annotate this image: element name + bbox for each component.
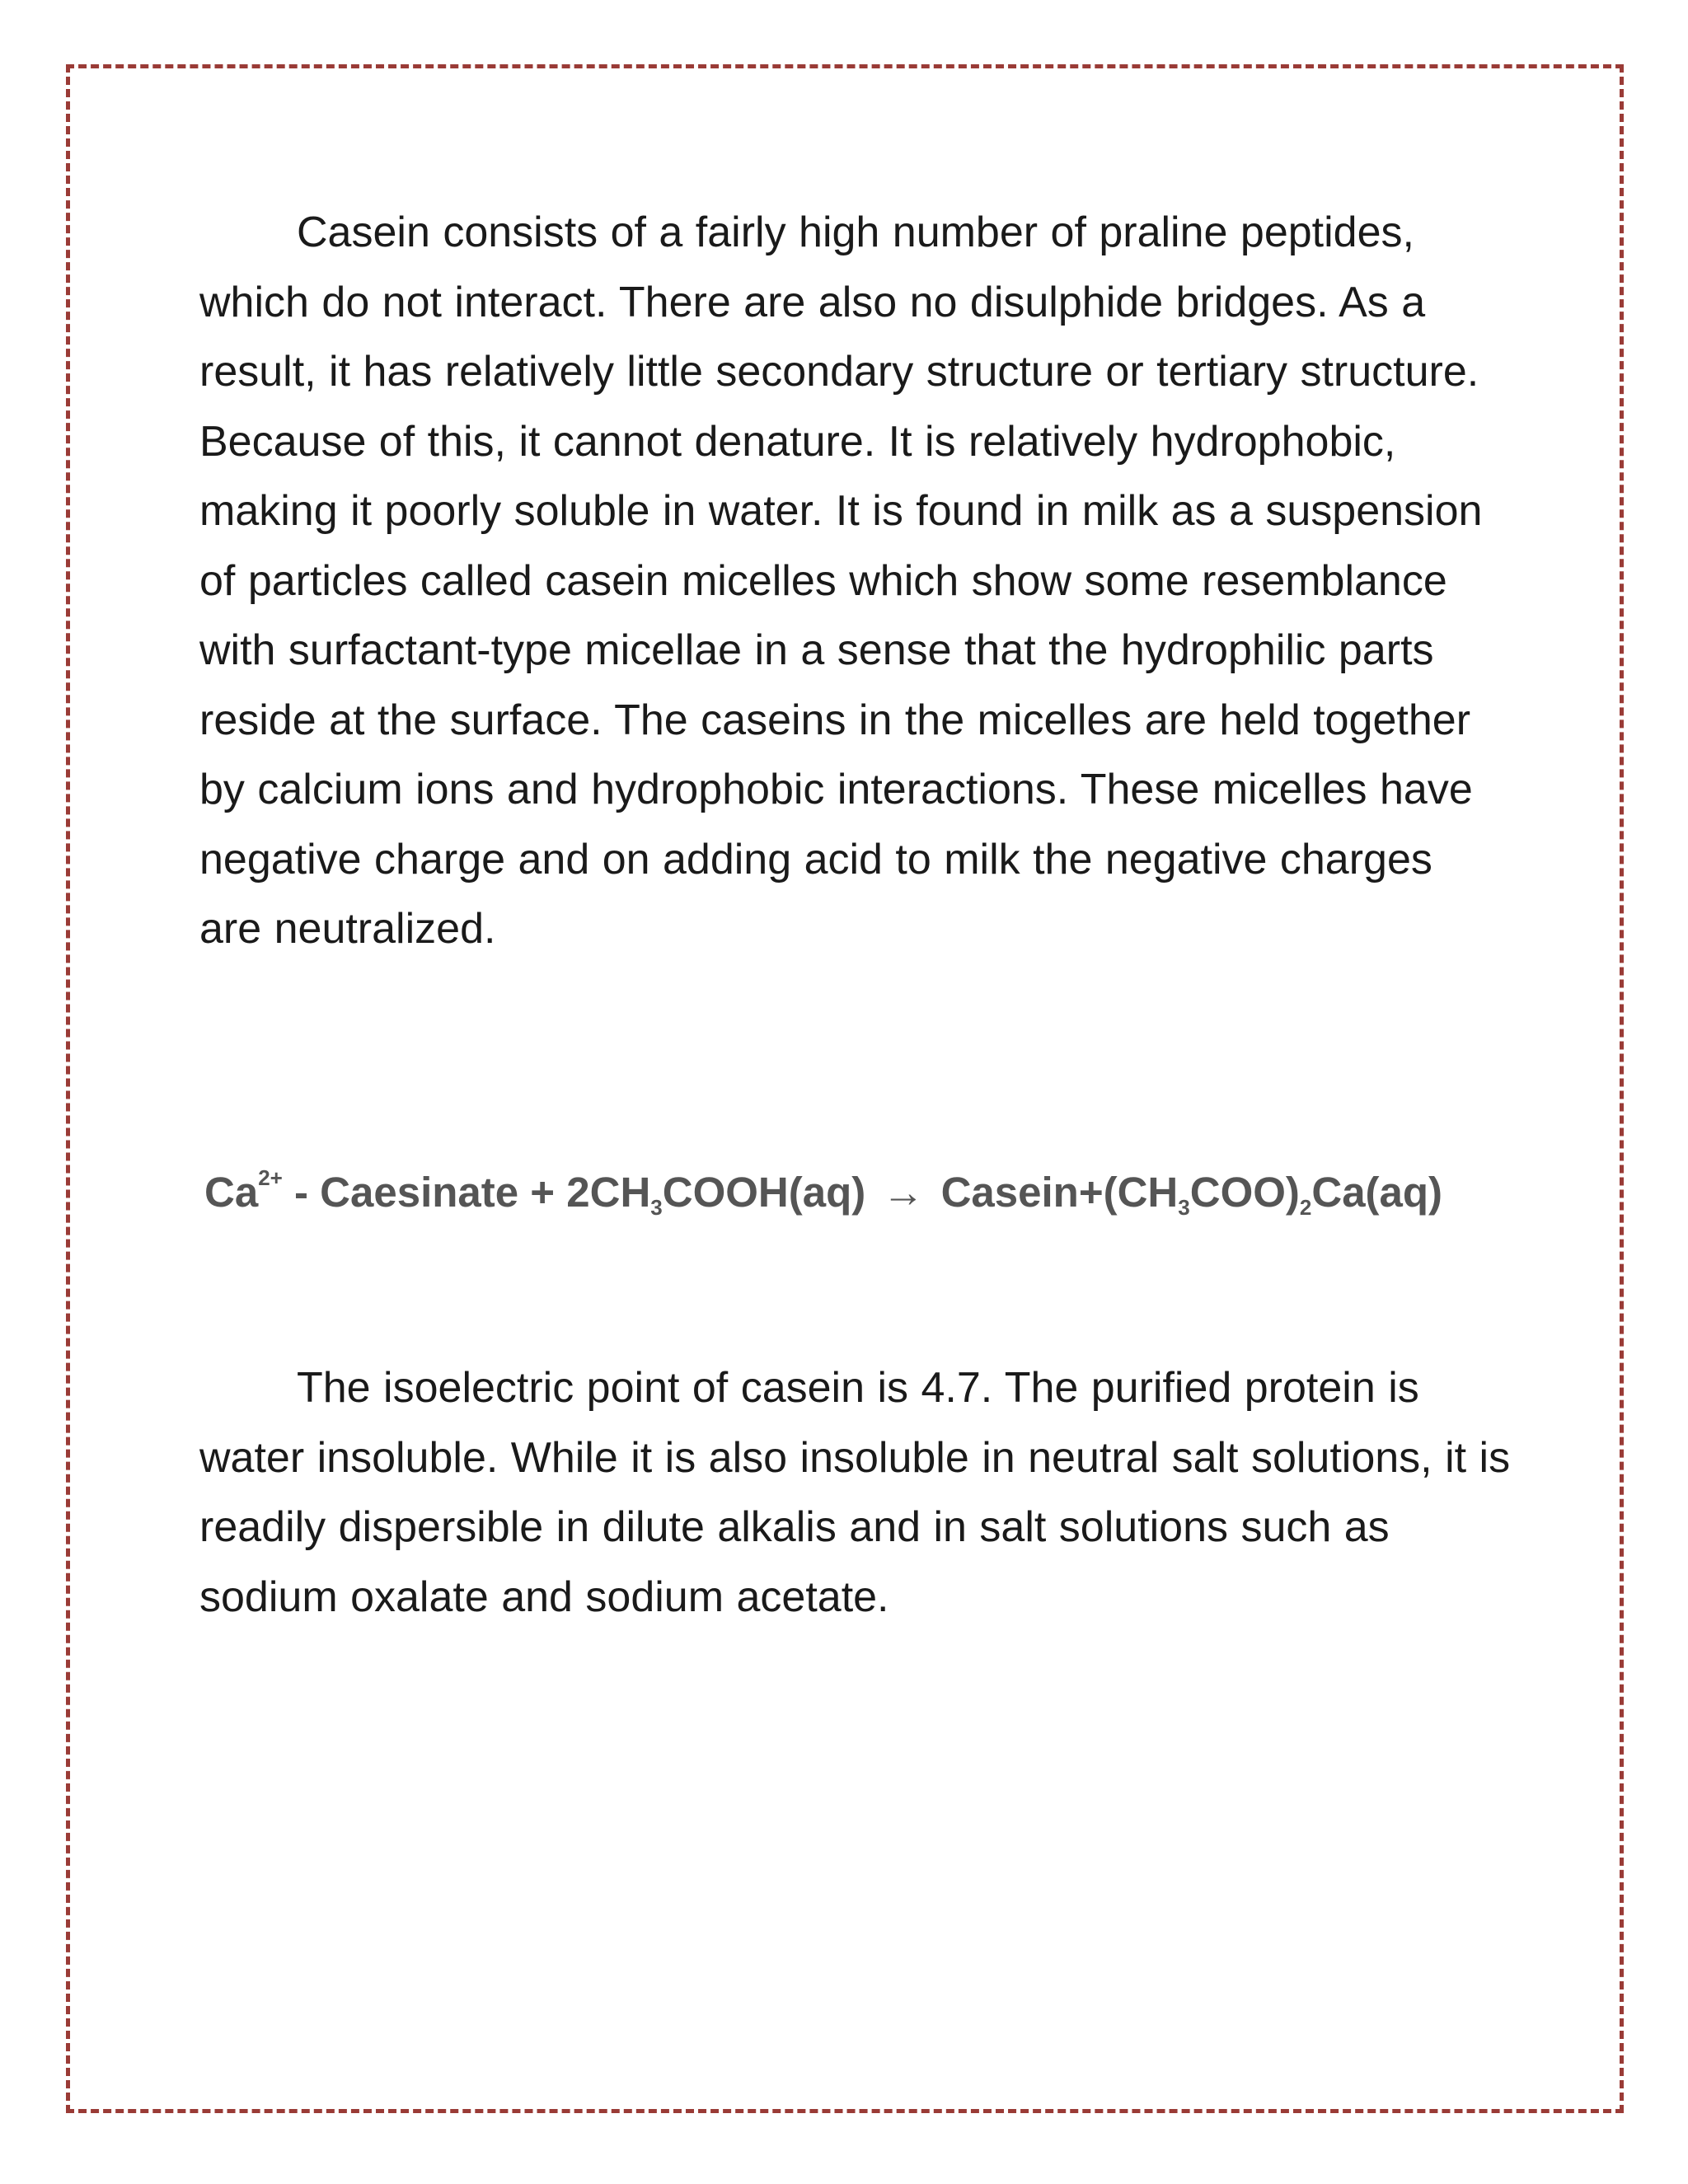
equation-sub1: 3: [650, 1195, 663, 1220]
equation-part2: COOH(aq): [662, 1169, 866, 1216]
equation-ca: Ca: [204, 1169, 259, 1216]
main-content: [199, 198, 1485, 964]
equation-part5: Ca(aq): [1311, 1169, 1443, 1216]
equation-part4: COO): [1189, 1169, 1300, 1216]
paragraph-isoelectric-point: The isoelectric point of casein is 4.7. The purified protein is water insoluble. While it is also insoluble in neutral salt solutions, it is readily dispersible in dilute alkalis and in salt solutions such as sodium oxalate and sodium acetate.: [199, 1364, 1511, 1621]
paragraph-casein-structure: Casein consists of a fairly high number of praline peptides, which do not interact. There are also no disulphide bridges. As a result, it has relatively little secondary structure or tertiary structure. Because of this, it cannot denature. It is relatively hydrophobic, making it poorly soluble in water. It is found in milk as a suspension of particles called casein micelles which show some resemblance with surfactant-type micellae in a sense that the hydrophilic parts reside at the surface. The caseins in the micelles are held together by calcium ions and hydrophobic interactions. These micelles have negative charge and on adding acid to milk the negative charges are neutralized.: [199, 209, 1483, 953]
equation-charge: 2+: [258, 1165, 283, 1190]
chemical-equation: [204, 1164, 1523, 1221]
equation-sub3: 2: [1299, 1195, 1312, 1220]
arrow-icon: →: [882, 1169, 925, 1216]
equation-part3: Casein+(CH: [940, 1169, 1179, 1216]
equation-part1: - Caesinate + 2CH: [282, 1169, 651, 1216]
second-content: [199, 1353, 1518, 1632]
equation-sub2: 3: [1178, 1195, 1190, 1220]
